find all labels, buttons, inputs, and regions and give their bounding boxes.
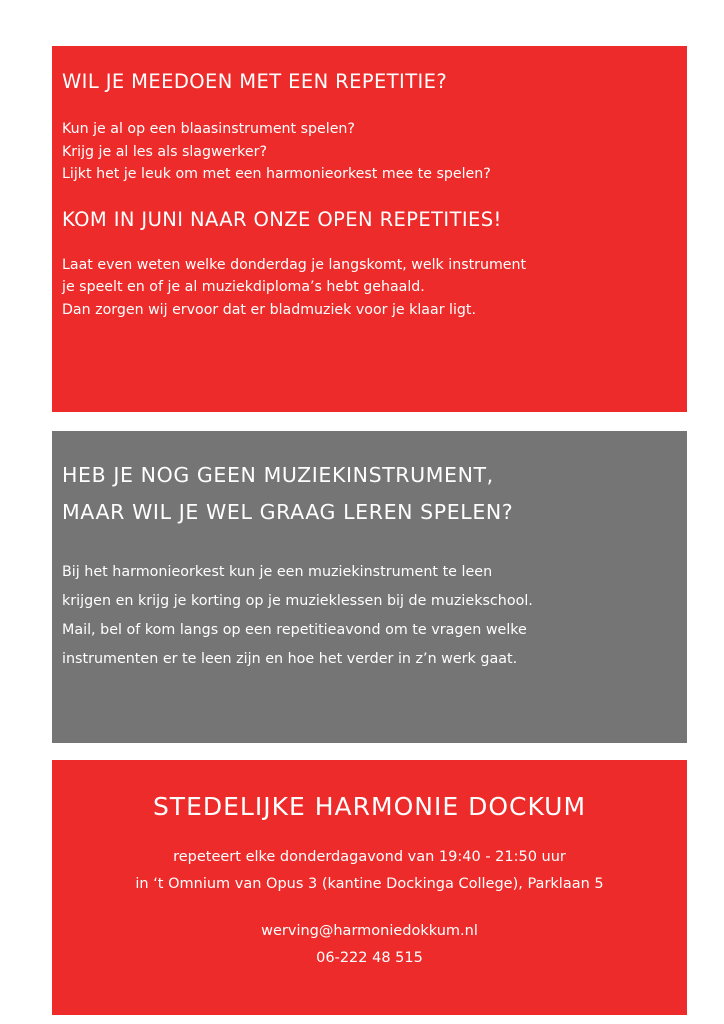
rehearsal-location: in ‘t Omnium van Opus 3 (kantine Dockinga College), Parklaan 5 [135,876,604,892]
text-line: Laat even weten welke donderdag je langskomt, welk instrument [62,256,527,273]
section-heading-line: MAAR WIL JE WEL GRAAG LEREN SPELEN? [62,500,514,524]
text-line: Bij het harmonieorkest kun je een muziekinstrument te leen [62,564,493,580]
contact-phone: 06-222 48 515 [316,950,423,966]
contact-panel [52,760,687,1015]
text-line: krijgen en krijg je korting op je muzieklessen bij de muziekschool. [62,593,533,609]
text-line: Lijkt het je leuk om met een harmonieorkest mee te spelen? [62,166,491,182]
text-line: Dan zorgen wij ervoor dat er bladmuziek voor je klaar ligt. [62,301,477,318]
text-line: Krijg je al les als slagwerker? [62,143,267,160]
organization-title: STEDELIJKE HARMONIE DOCKUM [152,792,587,821]
rehearsal-schedule: repeteert elke donderdagavond van 19:40 - 21:50 uur [173,849,566,865]
section-subheading: KOM IN JUNI NAAR ONZE OPEN REPETITIES! [62,207,502,231]
text-line: je speelt en of je al muziekdiploma’s hebt gehaald. [62,279,425,295]
section-heading-line: HEB JE NOG GEEN MUZIEKINSTRUMENT, [62,463,494,487]
contact-email: werving@harmoniedokkum.nl [261,923,478,939]
recruitment-panel [52,46,687,412]
text-line: Mail, bel of kom langs op een repetitieavond om te vragen welke [62,622,527,638]
section-heading: WIL JE MEEDOEN MET EEN REPETITIE? [62,70,448,93]
instrument-loan-panel [52,431,687,743]
text-line: Kun je al op een blaasinstrument spelen? [62,121,355,137]
text-line: instrumenten er te leen zijn en hoe het verder in z’n werk gaat. [62,651,518,667]
